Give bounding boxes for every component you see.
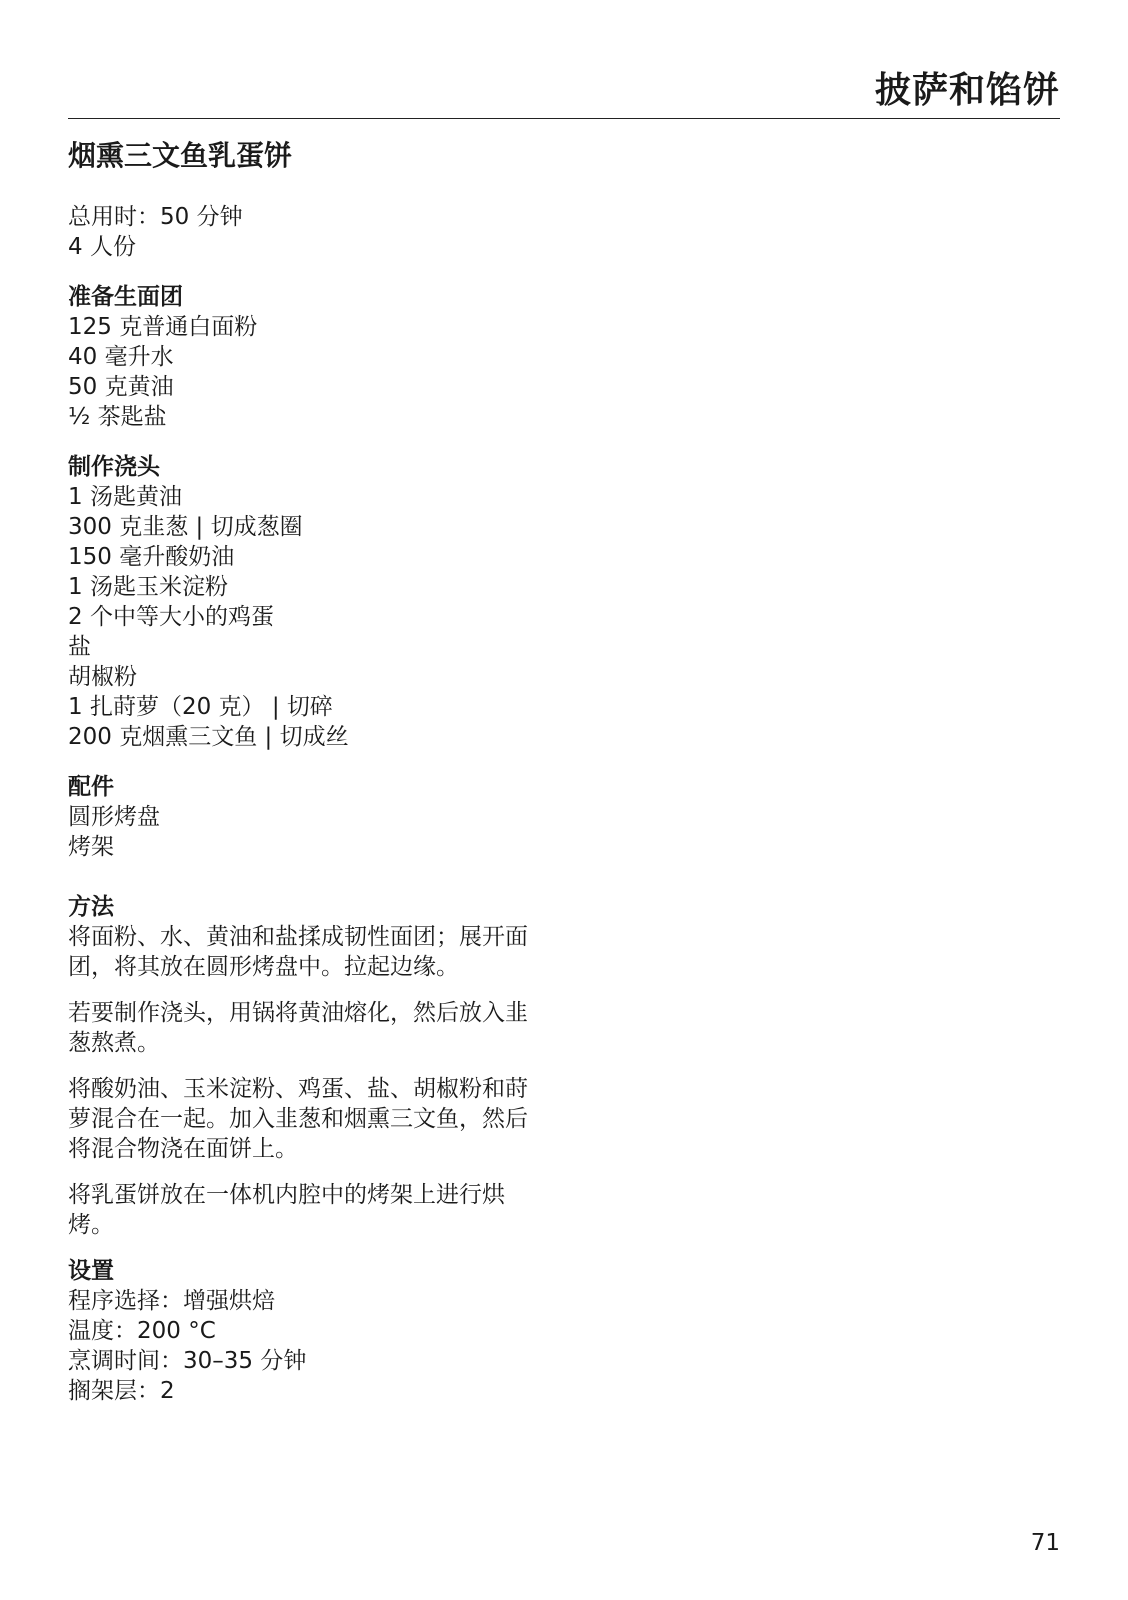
ingredient-item: 1 扎莳萝（20 克） | 切碎 — [68, 694, 333, 720]
page-number: 71 — [1030, 1530, 1060, 1556]
accessory-item: 烤架 — [68, 834, 114, 860]
method-heading: 方法 — [68, 894, 114, 920]
settings-heading: 设置 — [68, 1258, 114, 1284]
ingredient-item: 125 克普通白面粉 — [68, 314, 258, 340]
method-step: 将面粉、水、黄油和盐揉成韧性面团；展开面团，将其放在圆形烤盘中。拉起边缘。 — [68, 924, 528, 980]
header-divider — [68, 118, 1060, 119]
ingredient-item: 200 克烟熏三文鱼 | 切成丝 — [68, 724, 349, 750]
accessories-heading: 配件 — [68, 774, 114, 800]
servings: 4 人份 — [68, 234, 136, 260]
accessories-section — [68, 772, 538, 862]
ingredient-item: 1 汤匙黄油 — [68, 484, 182, 510]
dough-section — [68, 282, 538, 432]
settings-section — [68, 1256, 538, 1406]
method-section — [68, 892, 538, 1240]
ingredient-item: 40 毫升水 — [68, 344, 174, 370]
setting-item: 烹调时间：30–35 分钟 — [68, 1348, 307, 1374]
ingredient-item: 1 汤匙玉米淀粉 — [68, 574, 228, 600]
setting-item: 温度：200 °C — [68, 1318, 216, 1344]
ingredient-item: 150 毫升酸奶油 — [68, 544, 235, 570]
accessory-item: 圆形烤盘 — [68, 804, 160, 830]
ingredient-item: ½ 茶匙盐 — [68, 404, 167, 430]
ingredient-item: 胡椒粉 — [68, 664, 137, 690]
ingredient-item: 50 克黄油 — [68, 374, 174, 400]
setting-item: 搁架层：2 — [68, 1378, 175, 1404]
ingredient-item: 300 克韭葱 | 切成葱圈 — [68, 514, 303, 540]
method-step: 将酸奶油、玉米淀粉、鸡蛋、盐、胡椒粉和莳萝混合在一起。加入韭葱和烟熏三文鱼，然后将混合物浇在面饼上。 — [68, 1076, 528, 1162]
setting-item: 程序选择：增强烘焙 — [68, 1288, 275, 1314]
method-step: 将乳蛋饼放在一体机内腔中的烤架上进行烘烤。 — [68, 1182, 505, 1238]
ingredient-item: 盐 — [68, 634, 91, 660]
topping-section — [68, 452, 538, 752]
method-step: 若要制作浇头，用锅将黄油熔化，然后放入韭葱熬煮。 — [68, 1000, 528, 1056]
ingredient-item: 2 个中等大小的鸡蛋 — [68, 604, 274, 630]
chapter-title: 披萨和馅饼 — [874, 70, 1060, 111]
total-time: 总用时：50 分钟 — [68, 204, 243, 230]
recipe-content — [68, 136, 538, 1426]
topping-heading: 制作浇头 — [68, 454, 160, 480]
recipe-meta — [68, 202, 538, 262]
recipe-title: 烟熏三文鱼乳蛋饼 — [68, 139, 293, 172]
dough-heading: 准备生面团 — [68, 284, 183, 310]
